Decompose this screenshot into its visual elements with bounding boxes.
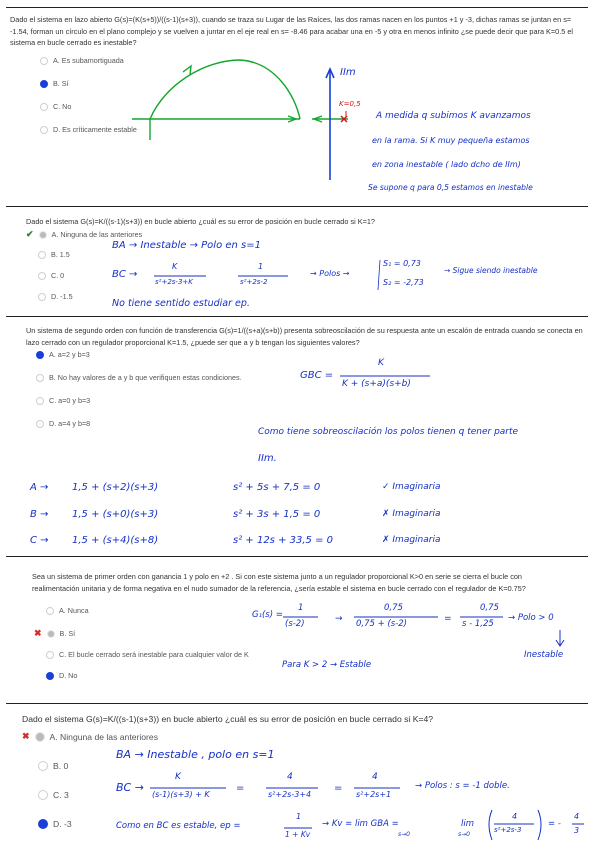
q4-para: Para K > 2 → Estable xyxy=(282,660,372,670)
q2-s2: S₂ = -2,73 xyxy=(383,278,424,287)
q1-option-b[interactable]: B. Sí xyxy=(40,79,69,88)
q4-option-d[interactable]: D. No xyxy=(46,671,77,680)
q3-row-a-poly: s² + 5s + 7,5 = 0 xyxy=(233,482,321,493)
question-4-text: Sea un sistema de primer orden con ganancia 1 y polo en +2 . Si con este sistema junto a un regulador proporcional K>0 en serie se cierra el bucle con realimentación unitaria y de forma negativa en el nudo sumador de la referencia, ¿sería estable el sistema en bucle cerrado con el regulador de K=0.75? xyxy=(32,572,526,593)
q3-note-2: IIm. xyxy=(258,453,277,464)
q3-option-b[interactable]: B. No hay valores de a y b que verifiquen estas condiciones. xyxy=(36,373,242,382)
q5-lim-sub: s→0 xyxy=(398,831,410,838)
q5-como: Como en BC es estable, ep = xyxy=(116,821,241,831)
q3-gbc: GBC = xyxy=(300,370,334,381)
note-line-2: en la rama. Si K muy pequeña estamos xyxy=(372,136,530,145)
q3-row-a-result: ✓ Imaginaria xyxy=(382,482,441,492)
q5-polos: → Polos : s = -1 doble. xyxy=(415,781,510,791)
question-3-text: Un sistema de segundo orden con función de transferencia G(s)=1/((s+a)(s+b)) presenta sobreoscilación de su respuesta ante un escalón de entrada cuando se conecta en lazo cerrado con un regulador proporcional K=1.5, ¿puede ser que a y b tengan los siguientes valores? xyxy=(26,326,583,347)
q4-den2: s - 1,25 xyxy=(462,619,494,629)
q2-option-c[interactable]: C. 0 xyxy=(38,271,64,280)
question-2-text: Dado el sistema G(s)=K/((s-1)(s+3)) en bucle abierto ¿cuál es su error de posición en bucle cerrado si K=1? xyxy=(26,217,375,226)
q3-row-c-result: ✗ Imaginaria xyxy=(382,535,441,545)
q5-d3: s²+2s+1 xyxy=(356,790,392,799)
q2-option-b[interactable]: B. 1.5 xyxy=(38,250,70,259)
q2-bc-label: BC → xyxy=(112,269,138,280)
cross-icon: ✖ xyxy=(34,628,42,638)
q5-ep-num: 1 xyxy=(296,812,302,821)
note-line-4: Se supone q para 0,5 estamos en inestable xyxy=(368,183,533,192)
q3-option-c[interactable]: C. a=0 y b=3 xyxy=(36,396,90,405)
q3-row-c-expr: 1,5 + (s+4)(s+8) xyxy=(72,535,159,546)
note-line-1: A medida q subimos K avanzamos xyxy=(376,111,531,121)
q5-inner-den: s²+2s-3 xyxy=(494,826,522,834)
svg-text:→: → xyxy=(335,614,343,624)
q2-s1: S₁ = 0,73 xyxy=(383,259,421,268)
q3-row-a-label: A → xyxy=(30,482,49,493)
q3-row-b-poly: s² + 3s + 1,5 = 0 xyxy=(233,509,321,520)
k-value-label: K=0,5 xyxy=(339,100,361,108)
q2-frac2-num: 1 xyxy=(258,262,264,271)
question-1-text: Dado el sistema en lazo abierto G(s)=(K(s+5))/((s-1)(s+3)), cuando se traza su Lugar de las Raíces, las dos ramas nacen en los puntos +1 y -3, dichas ramas se juntan en s= -1.54, forman un círculo en el plano complejo y se vuelven a juntar en el eje real en s= -8.46 para acabar una en -5 y otra en menos infinito ¿se puede decir que para K=0.5 el sistema en bucle cerrado es inestable? xyxy=(10,15,574,48)
q5-inner-num: 4 xyxy=(512,812,518,821)
check-icon: ✔ xyxy=(26,229,34,239)
svg-text:=: = xyxy=(334,783,343,794)
q4-den1: 0,75 + (s-2) xyxy=(356,619,407,629)
q3-gbc-num: K xyxy=(378,358,384,368)
q2-sigue: → Sigue siendo inestable xyxy=(444,266,538,275)
q4-option-c[interactable]: C. El bucle cerrado será inestable para cualquier valor de K xyxy=(46,650,249,659)
q4-sm2: (s-2) xyxy=(285,619,305,629)
q4-one: 1 xyxy=(298,603,304,613)
q5-option-d[interactable]: D. -3 xyxy=(38,819,72,829)
q5-four-a: 4 xyxy=(287,772,293,782)
q5-bc-label: BC → xyxy=(116,781,144,794)
q3-option-a[interactable]: A. a=2 y b=3 xyxy=(36,350,90,359)
q5-ba-line: BA → Inestable , polo en s=1 xyxy=(116,748,275,761)
q5-minus: = - xyxy=(548,819,561,829)
q1-option-a[interactable]: A. Es subamortiguada xyxy=(40,56,124,65)
q3-note-1: Como tiene sobreoscilación los polos tienen q tener parte xyxy=(258,427,519,437)
q2-frac2-den: s²+2s-2 xyxy=(240,278,268,286)
q2-ba-line: BA → Inestable → Polo en s=1 xyxy=(112,240,261,251)
q3-option-d[interactable]: D. a=4 y b=8 xyxy=(36,419,90,428)
q2-no-sentido: No tiene sentido estudiar ep. xyxy=(112,298,250,309)
q2-option-d[interactable]: D. -1.5 xyxy=(38,292,73,301)
q4-polo: → Polo > 0 xyxy=(508,613,554,623)
q4-num2: 0,75 xyxy=(480,603,499,613)
q4-option-a[interactable]: A. Nunca xyxy=(46,606,89,615)
q1-option-c[interactable]: C. No xyxy=(40,102,71,111)
svg-text:=: = xyxy=(444,614,452,624)
q3-row-b-expr: 1,5 + (s+0)(s+3) xyxy=(72,509,159,520)
q5-option-a[interactable]: ✖ A. Ninguna de las anteriores xyxy=(22,731,158,742)
q5-d1: (s-1)(s+3) + K xyxy=(152,790,210,799)
q5-d2: s²+2s-3+4 xyxy=(268,790,312,799)
q5-res-num: 4 xyxy=(574,812,580,821)
q5-lim: lim xyxy=(461,819,475,829)
q4-num1: 0,75 xyxy=(384,603,403,613)
q2-frac1-num: K xyxy=(172,262,178,271)
q5-option-b[interactable]: B. 0 xyxy=(38,761,68,771)
q5-lim-sub-2: s→0 xyxy=(458,831,470,838)
q3-row-c-label: C → xyxy=(30,535,49,546)
q3-row-b-label: B → xyxy=(30,509,49,520)
q5-four-b: 4 xyxy=(372,772,378,782)
q3-row-c-poly: s² + 12s + 33,5 = 0 xyxy=(233,535,333,546)
q5-kv: → Kv = lim GBA = xyxy=(322,819,399,829)
q5-option-c[interactable]: C. 3 xyxy=(38,790,69,800)
q4-option-b[interactable]: ✖ B. Sí xyxy=(34,628,76,638)
q1-option-d[interactable]: D. Es críticamente estable xyxy=(40,125,137,134)
q4-gs: G₁(s) = xyxy=(252,610,283,620)
q2-frac1-den: s²+2s-3+K xyxy=(155,278,193,286)
note-line-3: en zona inestable ( lado dcho de IIm) xyxy=(372,160,521,169)
svg-text:=: = xyxy=(236,783,245,794)
q3-row-a-expr: 1,5 + (s+2)(s+3) xyxy=(72,482,159,493)
cross-icon: ✖ xyxy=(22,731,30,741)
imaginary-axis-label: IIm xyxy=(340,67,356,78)
q5-ep-den: 1 + Kv xyxy=(285,830,311,839)
q4-inestable: Inestable xyxy=(524,650,564,660)
q5-k: K xyxy=(175,772,181,782)
q5-res-den: 3 xyxy=(574,826,580,835)
q3-gbc-den: K + (s+a)(s+b) xyxy=(342,379,411,389)
question-5-text: Dado el sistema G(s)=K/((s-1)(s+3)) en bucle abierto ¿cuál es su error de posición en bucle cerrado si K=4? xyxy=(22,714,434,724)
q2-option-a[interactable]: ✔ A. Ninguna de las anteriores xyxy=(26,229,143,239)
q3-row-b-result: ✗ Imaginaria xyxy=(382,509,441,519)
q2-polos: → Polos → xyxy=(310,269,350,278)
